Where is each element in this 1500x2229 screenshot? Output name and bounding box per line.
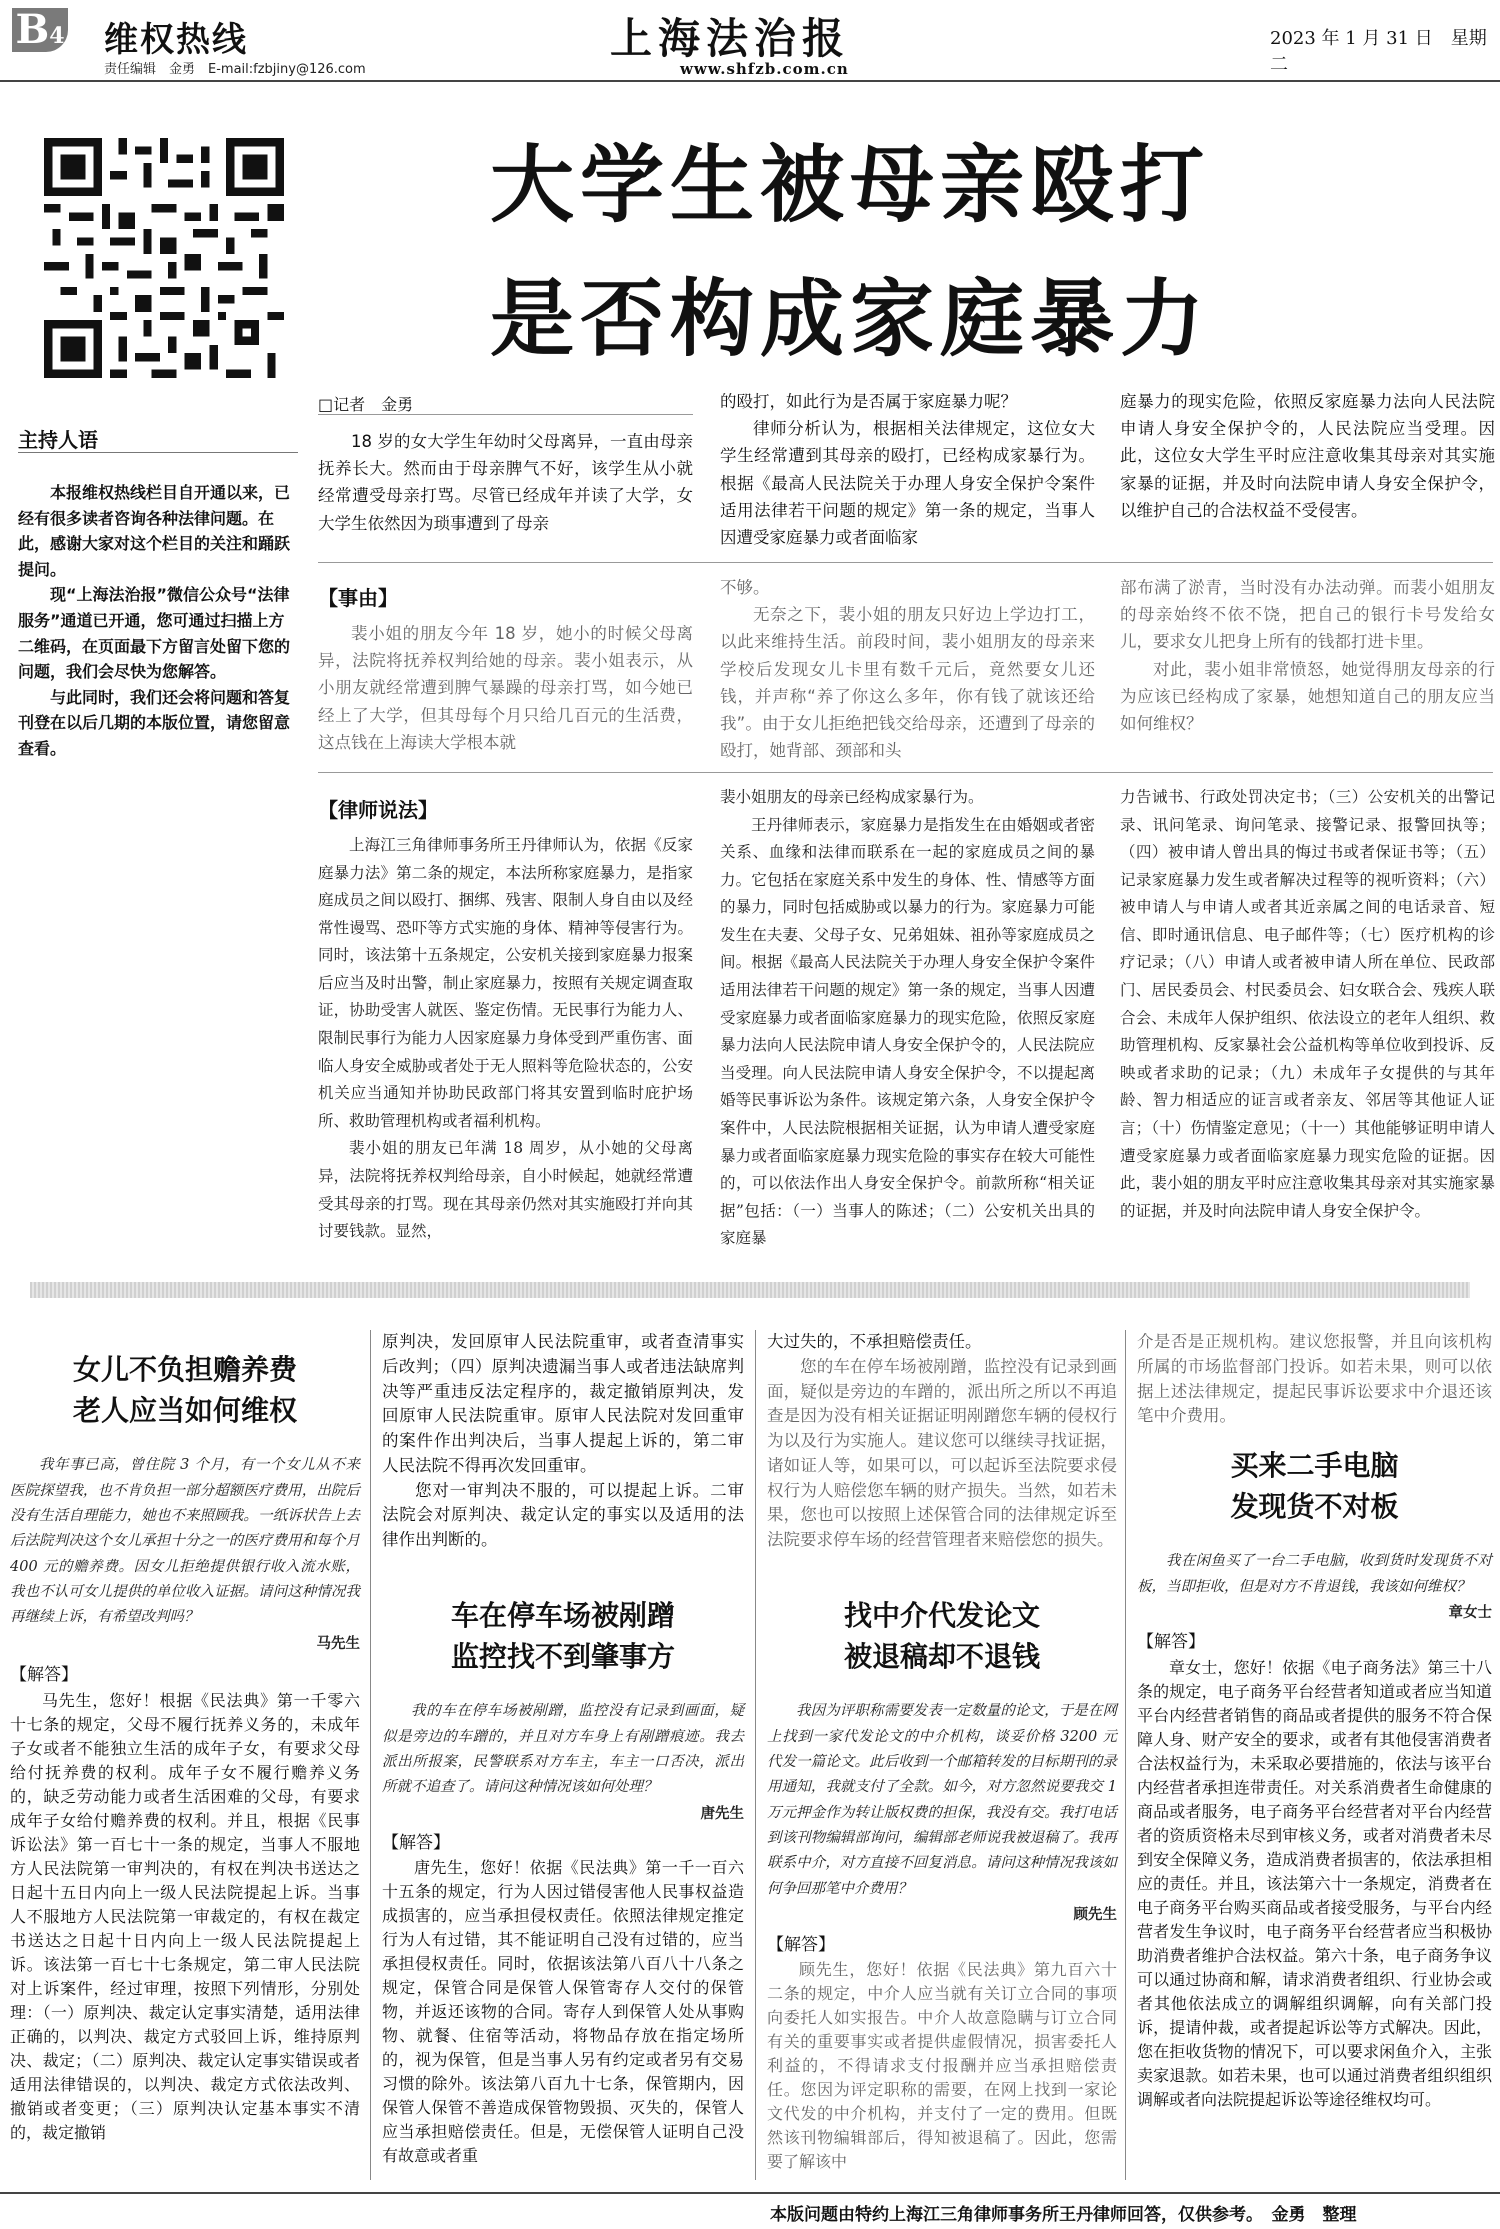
host-paragraph: 本报维权热线栏目自开通以来，已经有很多读者咨询各种法律问题。在此，感谢大家对这个栏目的关注和踊跃提问。 [18, 483, 291, 579]
footer-note: 本版问题由特约上海江三角律师事务所王丹律师回答，仅供参考。 金勇 整理 [770, 2205, 1357, 2225]
qa-answer-cont: 介是否是正规机构。建议您报警，并且向该机构所属的市场监督部门投诉。如若未果，则可以依据上述法律规定，提起民事诉讼要求中介退还该笔中介费用。 [1137, 1332, 1492, 1426]
host-note-title: 主持人语 [18, 428, 98, 452]
qa-answer-label: 【解答】 [382, 1833, 450, 1854]
byline-rule [318, 414, 693, 415]
qa-continuation [767, 1330, 1117, 1553]
qa-question: 我在闲鱼买了一台二手电脑，收到货时发现货不对板，当即拒收，但是对方不肯退钱，我该如何维权？ [1137, 1553, 1492, 1595]
qa-item [10, 1350, 360, 2145]
headline-line-1: 大学生被母亲殴打 [490, 136, 1211, 234]
lawyer-col-3: 力告诫书、行政处罚决定书；（三）公安机关的出警记录、讯问笔录、询问笔录、接警记录、报警回执等；（四）被申请人曾出具的悔过书或者保证书等；（五）记录家庭暴力发生或者解决过程等的视听资料；（六）被申请人与申请人或者其近亲属之间的电话录音、短信、即时通讯信息、电子邮件等；（七）医疗机构的诊疗记录；（八）申请人或者被申请人所在单位、民政部门、居民委员会、村民委员会、妇女联合会、残疾人联合会、未成年人保护组织、依法设立的老年人组织、救助管理机构、反家暴社会公益机构等单位收到投诉、反映或者求助的记录；（九）未成年子女提供的与其年龄、智力相适应的证言或者亲友、邻居等其他证人证言；（十）伤情鉴定意见；（十一）其他能够证明申请人遭受家庭暴力或者面临家庭暴力现实危险的证据。因此，裴小姐的朋友平时应注意收集其母亲对其实施家暴的证据，并及时向法院申请人身安全保护令。 [1120, 788, 1495, 1220]
qa-answer-label: 【解答】 [10, 1665, 78, 1686]
lawyer-heading: 【律师说法】 [318, 798, 438, 822]
qa-question: 我年事已高，曾住院 3 个月，有一个女儿从不来医院探望我，也不肯负担一部分超额医疗费用，出院后没有生活自理能力，她也不来照顾我。一纸诉状告上去后法院判决这个女儿承担十分之一的医疗费用和每个月 400 元的赡养费。因女儿拒绝提供银行收入流水账，我也不认可女儿提供的单位收入证据。请问这种情况我再继续上诉，有希望改判吗？ [10, 1457, 360, 1626]
section-divider-band [30, 1282, 1470, 1298]
host-note-rule [18, 452, 298, 453]
cause-col-3: 部布满了淤青，当时没有办法动弹。而裴小姐朋友的母亲始终不依不饶，把自己的银行卡号发给女儿，要求女儿把身上所有的钱都打进卡里。 对此，裴小姐非常愤怒，她觉得朋友母亲的行为应该已经构成了家暴，她想知道自己的朋友应当如何维权？ [1120, 578, 1495, 734]
qr-code-icon[interactable] [44, 138, 284, 378]
editor-line: 责任编辑 金勇 E-mail:fzbjiny@126.com [104, 62, 366, 77]
qa-signer: 唐先生 [700, 1804, 744, 1822]
qa-answer: 章女士，您好！依据《电子商务法》第三十八条的规定，电子商务平台经营者知道或者应当知道平台内经营者销售的商品或者提供的服务不符合保障人身、财产安全的要求，或者有其他侵害消费者合法权益行为，未采取必要措施的，依法与该平台内经营者承担连带责任。对关系消费者生命健康的商品或者服务，电子商务平台经营者对平台内经营者的资质资格未尽到审核义务，或者对消费者未尽到安全保障义务，造成消费者损害的，依法承担相应的责任。并且，该法第六十一条规定，消费者在电子商务平台购买商品或者接受服务，与平台内经营者发生争议时，电子商务平台经营者应当积极协助消费者维护合法权益。第六十条，电子商务争议可以通过协商和解，请求消费者组织、行业协会或者其他依法成立的调解组织调解，向有关部门投诉，提请仲裁，或者提起诉讼等方式解决。因此，您在拒收货物的情况下，可以要求闲鱼介入，主张卖家退款。如若未果，也可以通过消费者组织组织调解或者向法院提起诉讼等途径维权均可。 [1137, 1657, 1492, 2109]
column-divider [755, 1330, 756, 2180]
host-paragraph: 与此同时，我们还会将问题和答复刊登在以后几期的本版位置，请您留意查看。 [18, 687, 291, 758]
host-note-body [18, 480, 293, 762]
qa-answer-end: 您对一审判决不服的，可以提起上诉。二审法院会对原判决、裁定认定的事实以及适用的法律作出判断的。 [382, 1480, 744, 1549]
newspaper-url[interactable]: www.shfzb.com.cn [680, 60, 849, 78]
masthead-rule [0, 80, 1500, 82]
lawyer-col-1: 上海江三角律师事务所王丹律师认为，依据《反家庭暴力法》第二条的规定，本法所称家庭暴力，是指家庭成员之间以殴打、捆绑、残害、限制人身自由以及经常性谩骂、恐吓等方式实施的身体、精神等侵害行为。同时，该法第十五条规定，公安机关接到家庭暴力报案后应当及时出警，制止家庭暴力，按照有关规定调查取证，协助受害人就医、鉴定伤情。无民事行为能力人、限制民事行为能力人因家庭暴力身体受到严重伤害、面临人身安全威胁或者处于无人照料等危险状态的，公安机关应当通知并协助民政部门将其安置到临时庇护场所、救助管理机构或者福利机构。 裴小姐的朋友已年满 18 周岁，从小她的父母离异，法院将抚养权判给母亲，自小时候起，她就经常遭受其母亲的打骂。现在其母亲仍然对其实施殴打并向其讨要钱款。显然， [318, 836, 693, 1241]
cause-col-2: 不够。 无奈之下，裴小姐的朋友只好边上学边打工，以此来维持生活。前段时间，裴小姐朋友的母亲来学校后发现女儿卡里有数千元后，竟然要女儿还钱，并声称“养了你这么多年，你有钱了就该还给我”。由于女儿拒绝把钱交给母亲，还遭到了母亲的殴打，她背部、颈部和头 [720, 578, 1095, 761]
qa-answer-cont: 大过失的，不承担赔偿责任。 [767, 1332, 982, 1351]
qa-answer: 马先生，您好！根据《民法典》第一千零六十七条的规定，父母不履行抚养义务的，未成年子女或者不能独立生活的成年子女，有要求父母给付抚养费的权利。成年子女不履行赡养义务的，缺乏劳动能力或者生活困难的父母，有要求成年子女给付赡养费的权利。并且，根据《民事诉讼法》第一百七十一条的规定，当事人不服地方人民法院第一审判决的，有权在判决书送达之日起十五日内向上一级人民法院提起上诉。当事人不服地方人民法院第一审裁定的，有权在裁定书送达之日起十日内向上一级人民法院提起上诉。该法第一百七十七条规定，第二审人民法院对上诉案件，经过审理，按照下列情形，分别处理：（一）原判决、裁定认定事实清楚，适用法律正确的，以判决、裁定方式驳回上诉，维持原判决、裁定；（二）原判决、裁定认定事实错误或者适用法律错误的，以判决、裁定方式依法改判、撤销或者变更；（三）原判决认定基本事实不清的，裁定撤销 [10, 1690, 360, 2142]
byline: □记者 金勇 [318, 395, 414, 414]
qa-answer-end: 您的车在停车场被剐蹭，监控没有记录到画面，疑似是旁边的车蹭的，派出所之所以不再追查是因为没有相关证据证明剐蹭您车辆的侵权行为以及行为实施人。建议您可以继续寻找证据，诸如证人等，如果可以，可以起诉至法院要求侵权行为人赔偿您车辆的财产损失。当然，如若未果，您也可以按照上述保管合同的法律规定诉至法院要求停车场的经营管理者来赔偿您的损失。 [767, 1356, 1117, 1549]
intro-col-2: 的殴打，如此行为是否属于家庭暴力呢？ 律师分析认为，根据相关法律规定，这位女大学生经常遭到其母亲的殴打，已经构成家暴行为。根据《最高人民法院关于办理人身安全保护令案件适用法律若干问题的规定》第一条的规定，当事人因遭受家庭暴力或者面临家 [720, 392, 1095, 548]
qa-item [382, 1596, 744, 2168]
intro-col-1: 18 岁的女大学生年幼时父母离异，一直由母亲抚养长大。然而由于母亲脾气不好，该学生从小就经常遭受母亲打骂。尽管已经成年并读了大学，女大学生依然因为琐事遭到了母亲 [318, 432, 693, 533]
cause-col-1: 裴小姐的朋友今年 18 岁，她小的时候父母离异，法院将抚养权判给她的母亲。裴小姐表示，从小朋友就经常遭到脾气暴躁的母亲打骂，如今她已经上了大学，但其母每个月只给几百元的生活费，这点钱在上海读大学根本就 [318, 624, 693, 752]
qa-answer-cont: 原判决，发回原审人民法院重审，或者查清事实后改判；（四）原判决遗漏当事人或者违法缺席判决等严重违反法定程序的，裁定撤销原判决，发回原审人民法院重审。原审人民法院对发回重审的案件作出判决后，当事人提起上诉的，第二审人民法院不得再次发回重审。 [382, 1332, 744, 1475]
qa-title: 找中介代发论文 被退稿却不退钱 [843, 1599, 1040, 1673]
cause-heading: 【事由】 [318, 586, 398, 610]
section-rule [318, 562, 1493, 563]
qa-answer: 唐先生，您好！依据《民法典》第一千一百六十五条的规定，行为人因过错侵害他人民事权益造成损害的，应当承担侵权责任。依照法律规定推定行为人有过错，其不能证明自己没有过错的，应当承担侵权责任。同时，依据该法第八百八十八条之规定，保管合同是保管人保管寄存人交付的保管物，并返还该物的合同。寄存人到保管人处从事购物、就餐、住宿等活动，将物品存放在指定场所的，视为保管，但是当事人另有约定或者另有交易习惯的除外。该法第八百九十七条，保管期内，因保管人保管不善造成保管物毁损、灭失的，保管人应当承担赔偿责任。但是，无偿保管人证明自己没有故意或者重 [382, 1858, 744, 2166]
qa-continuation [382, 1330, 744, 1553]
qa-title: 车在停车场被剐蹭 监控找不到肇事方 [450, 1599, 675, 1673]
qa-answer-label: 【解答】 [1137, 1632, 1205, 1653]
column-divider [370, 1330, 371, 2180]
section-title: 维权热线 [104, 20, 248, 60]
intro-col-3: 庭暴力的现实危险，依照反家庭暴力法向人民法院申请人身安全保护令的，人民法院应当受理。因此，这位女大学生平时应注意收集其母亲对其实施家暴的证据，并及时向法院申请人身安全保护令，以维护自己的合法权益不受侵害。 [1120, 392, 1495, 520]
column-divider [1125, 1330, 1126, 2180]
qa-item [1137, 1446, 1492, 2112]
footer-rule [0, 2192, 1500, 2194]
newspaper-name: 上海法治报 [610, 14, 851, 63]
qa-signer: 章女士 [1448, 1603, 1492, 1621]
qa-continuation [1137, 1330, 1492, 1429]
qa-signer: 马先生 [316, 1634, 360, 1652]
qa-answer: 顾先生，您好！依据《民法典》第九百六十二条的规定，中介人应当就有关订立合同的事项向委托人如实报告。中介人故意隐瞒与订立合同有关的重要事实或者提供虚假情况，损害委托人利益的，不得请求支付报酬并应当承担赔偿责任。您因为评定职称的需要，在网上找到一家论文代发的中介机构，并支付了一定的费用。但既然该刊物编辑部后，得知被退稿了。因此，您需要了解该中 [767, 1959, 1117, 2171]
page-number-badge: B4 [12, 8, 68, 52]
qa-signer: 顾先生 [1073, 1906, 1117, 1924]
qa-title: 买来二手电脑 发现货不对板 [1230, 1449, 1399, 1523]
section-rule [318, 772, 1493, 773]
issue-date: 2023 年 1 月 31 日 星期二 [1270, 28, 1487, 75]
qa-answer-label: 【解答】 [767, 1934, 835, 1955]
qa-item [767, 1596, 1117, 2174]
lawyer-col-2: 裴小姐朋友的母亲已经构成家暴行为。 王丹律师表示，家庭暴力是指发生在由婚姻或者密关系、血缘和法律而联系在一起的家庭成员之间的暴力。它包括在家庭关系中发生的身体、性、情感等方面的暴力，同时包括威胁或以暴力的行为。家庭暴力可能发生在夫妻、父母子女、兄弟姐妹、祖孙等家庭成员之间。根据《最高人民法院关于办理人身安全保护令案件适用法律若干问题的规定》第一条的规定，当事人因遭受家庭暴力或者面临家庭暴力的现实危险，依照反家庭暴力法向人民法院申请人身安全保护令的，人民法院应当受理。向人民法院申请人身安全保护令，不以提起离婚等民事诉讼为条件。该规定第六条，人身安全保护令案件中，人民法院根据相关证据，认为申请人遭受家庭暴力或者面临家庭暴力现实危险的事实存在较大可能性的，可以依法作出人身安全保护令。前款所称“相关证据”包括：（一）当事人的陈述；（二）公安机关出具的家庭暴 [720, 788, 1095, 1248]
qa-title: 女儿不负担赡养费 老人应当如何维权 [72, 1353, 297, 1427]
qa-question: 我因为评职称需要发表一定数量的论文，于是在网上找到一家代发论文的中介机构，谈妥价格 3200 元代发一篇论文。此后收到一个邮箱转发的目标期刊的录用通知，我就支付了全款。如今，对方忽然说要我交 1 万元押金作为转让版权费的担保，我没有交。我打电话到该刊物编辑部询问，编辑部老师说我被退稿了。我再联系中介，对方直接不回复消息。请问这种情况我该如何争回那笔中介费用？ [767, 1703, 1117, 1897]
headline-line-2: 是否构成家庭暴力 [490, 270, 1211, 368]
qa-question: 我的车在停车场被剐蹭，监控没有记录到画面，疑似是旁边的车蹭的，并且对方车身上有剐蹭痕迹。我去派出所报案，民警联系对方车主，车主一口否决，派出所就不追查了。请问这种情况该如何处理？ [382, 1703, 744, 1796]
host-paragraph: 现“上海法治报”微信公众号“法律服务”通道已开通，您可通过扫描上方二维码，在页面最下方留言处留下您的问题，我们会尽快为您解答。 [18, 585, 291, 682]
